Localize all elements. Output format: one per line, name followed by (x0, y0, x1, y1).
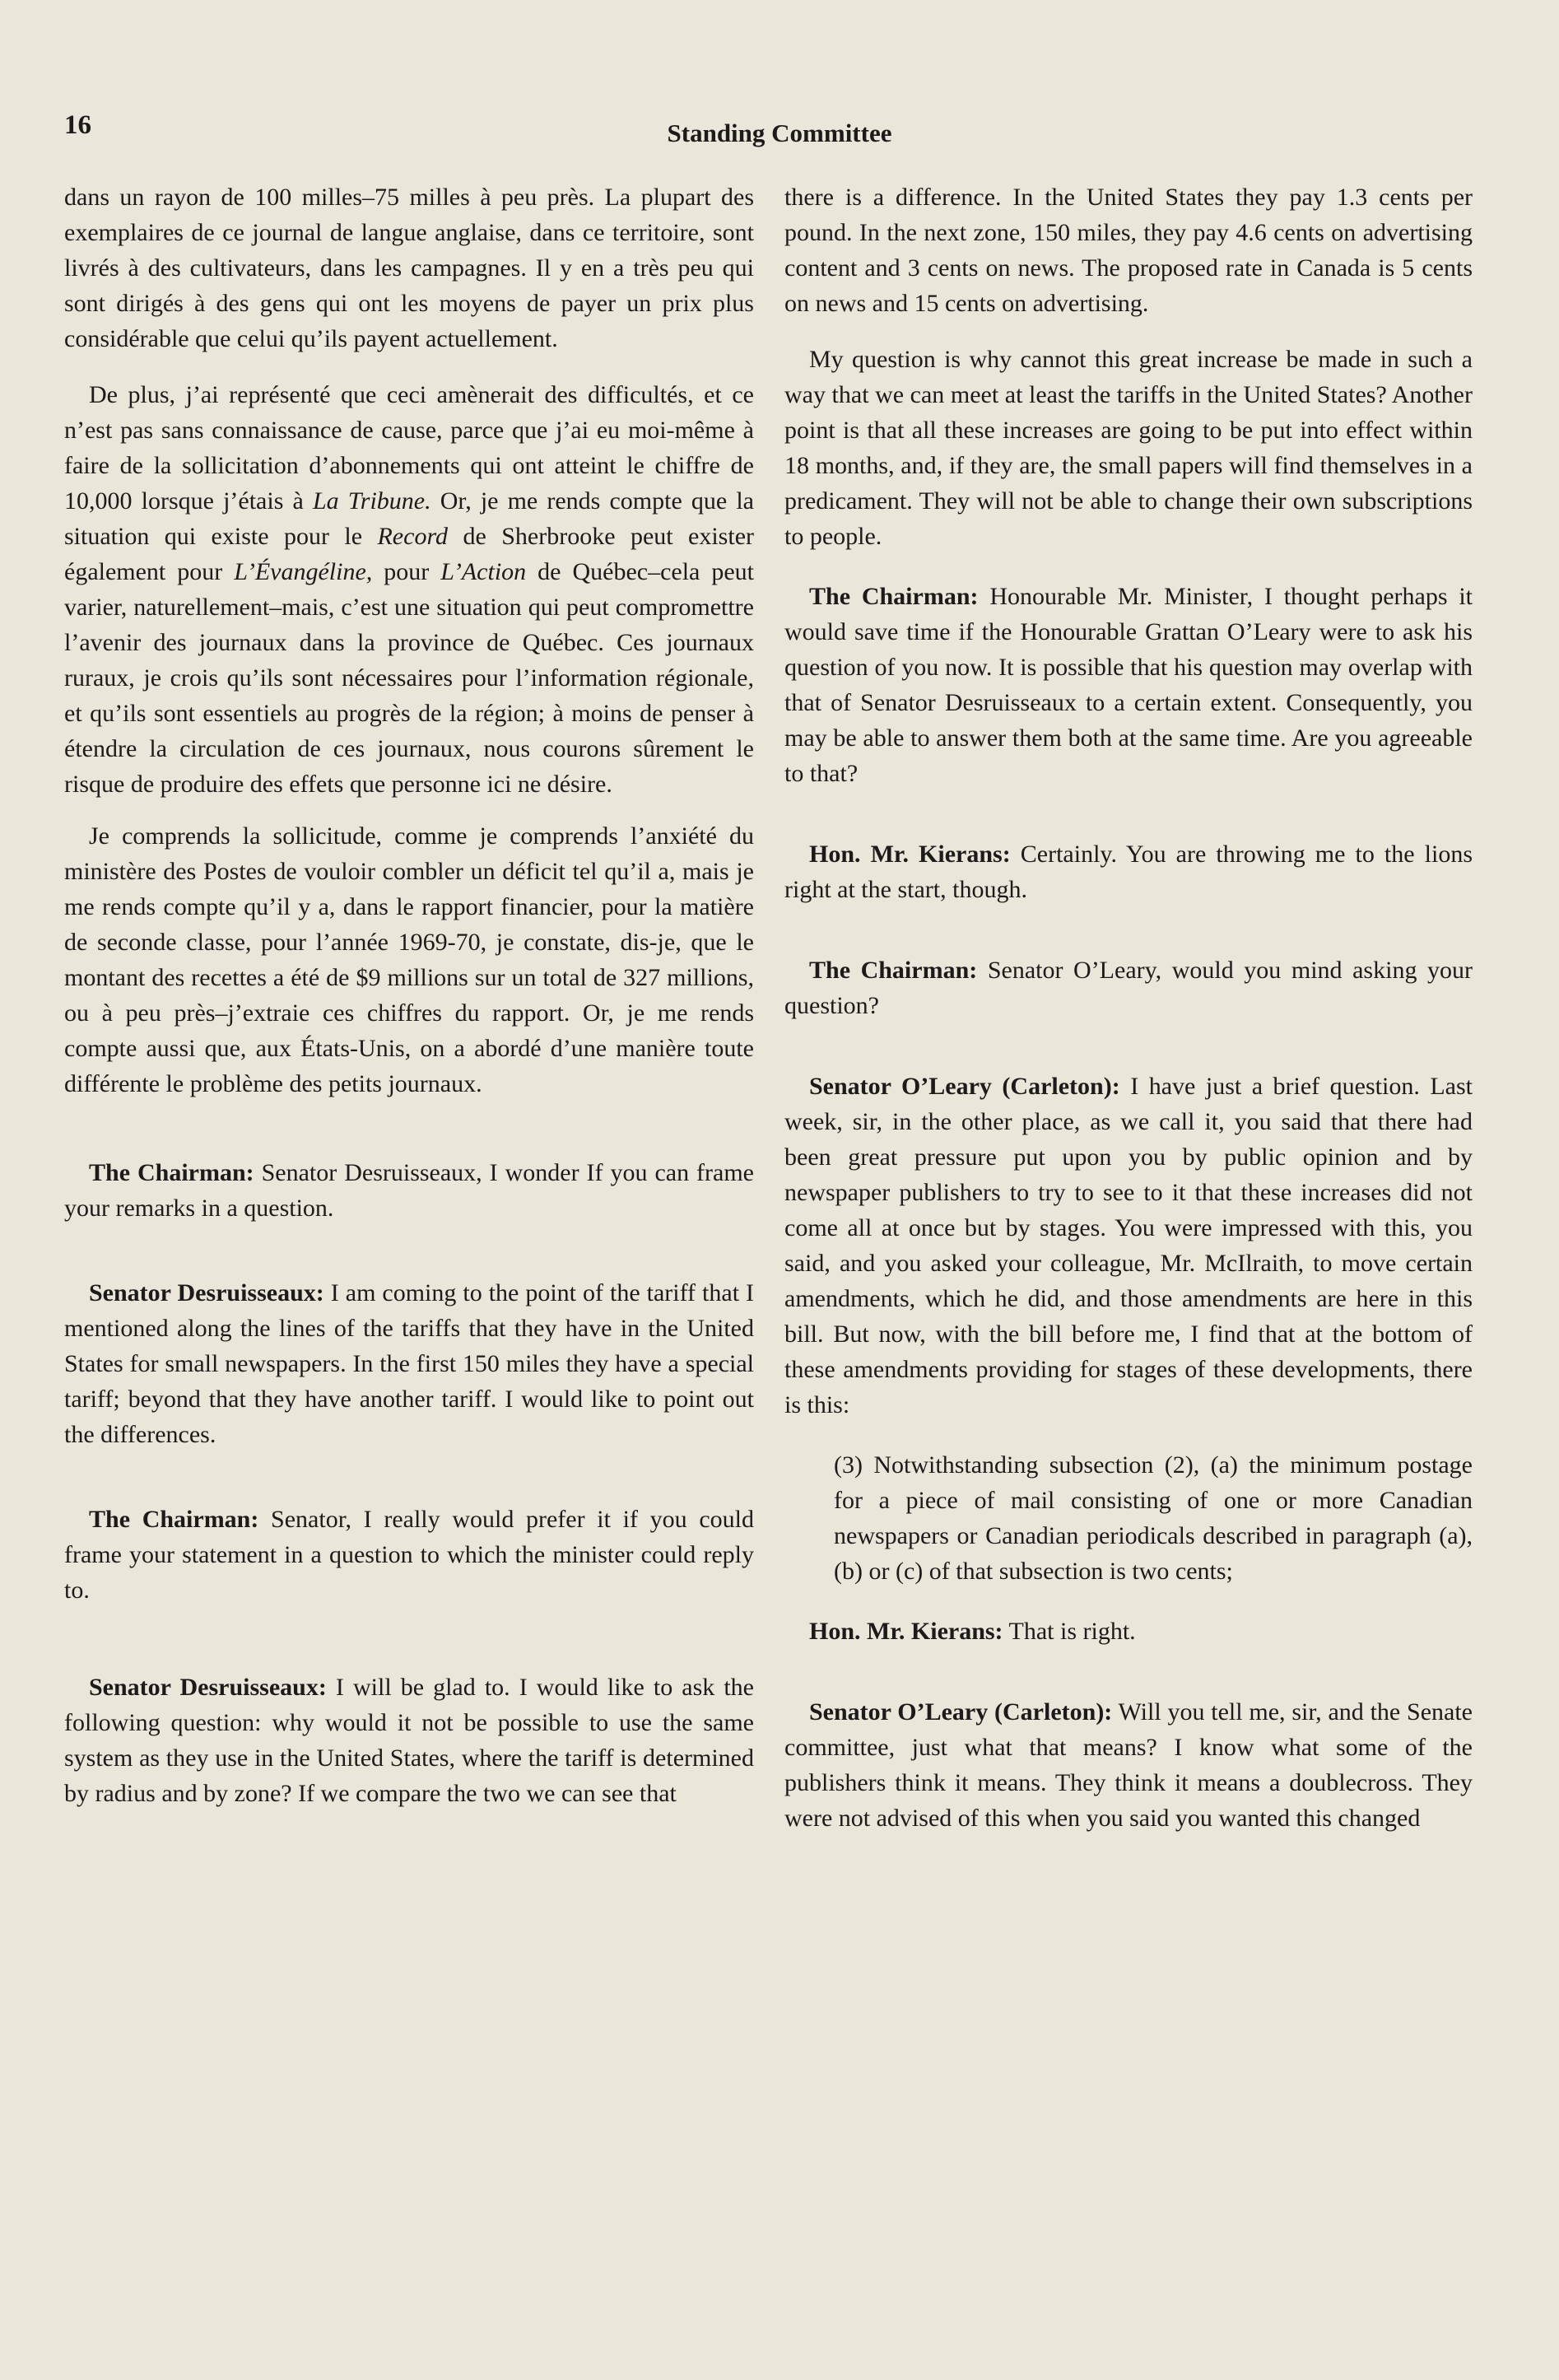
speech (64, 1502, 754, 1608)
paragraph: there is a difference. In the United States they pay 1.3 cents per pound. In the next zone, 150 miles, they pay 4.6 cents on advertising content and 3 cents on news. The proposed rate in Canada is 5 cents on news and 15 cents on advertising. (784, 184, 1473, 317)
speech (64, 1155, 754, 1226)
speech (784, 579, 1473, 791)
speech-text: Senator Desruisseaux, I wonder If you can frame your remarks in a question. (64, 1159, 754, 1222)
speaker-name: Senator O’Leary (Carleton): (809, 1698, 1113, 1726)
speech-text: Senator O’Leary, would you mind asking your question? (784, 957, 1473, 1019)
newspaper-title: L’Évangéline, (234, 558, 373, 585)
speech-text: That is right. (1003, 1618, 1136, 1645)
speaker-name: Hon. Mr. Kierans: (809, 841, 1011, 868)
newspaper-title: L’Action (440, 558, 527, 585)
speaker-name: Senator Desruisseaux: (89, 1279, 324, 1306)
paragraph: Je comprends la sollicitude, comme je comprends l’anxiété du ministère des Postes de vouloir combler un déficit tel qu’il a, mais je me rends compte qu’il y a, dans le rapport financier, pour la matière de seconde classe, pour l’année 1969-70, je constate, dis-je, que le montant des recettes a été de $9 millions sur un total de 327 millions, ou à peu près–j’extraie ces chiffres du rapport. Or, je me rends compte aussi que, aux États-Unis, on a abordé d’une manière toute différente le problème des petits journaux. (64, 822, 754, 1097)
speech-text: I will be glad to. I would like to ask the following question: why would it not be possible to use the same system as they use in the United States, where the tariff is determined by radius and by zone? If we compare the two we can see that (64, 1674, 755, 1807)
speaker-name: Hon. Mr. Kierans: (809, 1618, 1003, 1645)
left-column (64, 179, 754, 1811)
newspaper-title: La Tribune. (312, 487, 431, 515)
text-run: Or, je me rends compte que la situation qui existe pour le (64, 487, 754, 550)
speech-text: I have just a brief question. Last week, sir, in the other place, as we call it, you said that there had been great pressure put upon you by public opinion and by newspaper publishers to try to see to it that these increases did not come all at once but by stages. You were impressed with this, you said, and you asked your colleague, Mr. McIlraith, to move certain amendments, which he did, and those amendments are here in this bill. But now, with the bill before me, I find that at the bottom of these amendments providing for stages of these developments, there is this: (784, 1073, 1473, 1418)
speech-text: Senator, I really would prefer it if you could frame your statement in a question to which the minister could reply to. (64, 1506, 754, 1604)
statute-quote: (3) Notwithstanding subsection (2), (a) the minimum postage for a piece of mail consisting of one or more Canadian newspapers or Canadian periodicals described in paragraph (a), (b) or (c) of that subsection is two cents; (834, 1451, 1473, 1585)
page-number: 16 (64, 110, 91, 140)
speaker-name: Senator Desruisseaux: (89, 1674, 327, 1701)
speaker-name: The Chairman: (89, 1159, 254, 1186)
speaker-name: The Chairman: (809, 957, 978, 984)
speaker-name: Senator O’Leary (Carleton): (809, 1073, 1120, 1100)
speech (64, 1275, 754, 1452)
speech (784, 1614, 1473, 1649)
text-run: pour (372, 558, 441, 585)
running-head: Standing Committee (667, 119, 892, 147)
speech (784, 952, 1473, 1023)
speech-text: Honourable Mr. Minister, I thought perhaps it would save time if the Honourable Grattan O’Leary were to ask his question of you now. It is possible that his question may overlap with that of Senator Desruisseaux to a certain extent. Consequently, you may be able to answer them both at the same time. Are you agreeable to that? (784, 583, 1473, 787)
speech (784, 1069, 1473, 1423)
paragraph: My question is why cannot this great increase be made in such a way that we can meet at least the tariffs in the United States? Another point is that all these increases are going to be put into effect within 18 months, and, if they are, the small papers will find themselves in a predicament. They will not be able to change their own subscriptions to people. (784, 346, 1473, 550)
speech-text: Certainly. You are throwing me to the lions right at the start, though. (784, 841, 1473, 903)
speaker-name: The Chairman: (809, 583, 979, 610)
paragraph: dans un rayon de 100 milles–75 milles à peu près. La plupart des exemplaires de ce journal de langue anglaise, dans ce territoire, sont livrés à des cultivateurs, dans les campagnes. Il y en a très peu qui sont dirigés à des gens qui ont les moyens de payer un prix plus considérable que celui qu’ils payent actuellement. (64, 184, 754, 352)
speech-text: I am coming to the point of the tariff that I mentioned along the lines of the tariffs that they have in the United States for small newspapers. In the first 150 miles they have a special tariff; beyond that they have another tariff. I would like to point out the differences. (64, 1279, 755, 1448)
text-run: De plus, j’ai représenté que ceci amènerait des difficultés, et ce n’est pas sans connaissance de cause, parce que j’ai eu moi-même à faire de la sollicitation d’abonnements qui ont atteint le chiffre de 10,000 lorsque j’étais à (64, 381, 754, 515)
speech (784, 836, 1473, 907)
speech (64, 1670, 754, 1811)
speech-text: Will you tell me, sir, and the Senate committee, just what that means? I know what some of the publishers think it means. They think it means a doublecross. They were not advised of this when you said you wanted this changed (784, 1698, 1473, 1832)
right-column (784, 179, 1473, 1836)
text-run: de Québec–cela peut varier, naturellement–mais, c’est une situation qui peut compromettre l’avenir des journaux dans la province de Québec. Ces journaux ruraux, je crois qu’ils sont nécessaires pour l’information régionale, et qu’ils sont essentiels au progrès de la région; à moins de penser à étendre la circulation de ces journaux, nous courons sûrement le risque de produire des effets que personne ici ne désire. (64, 558, 755, 798)
text-run: de Sherbrooke peut exister également pour (64, 523, 755, 585)
newspaper-title: Record (377, 523, 449, 550)
speaker-name: The Chairman: (89, 1506, 259, 1533)
paragraph (64, 377, 754, 802)
speech (784, 1694, 1473, 1836)
